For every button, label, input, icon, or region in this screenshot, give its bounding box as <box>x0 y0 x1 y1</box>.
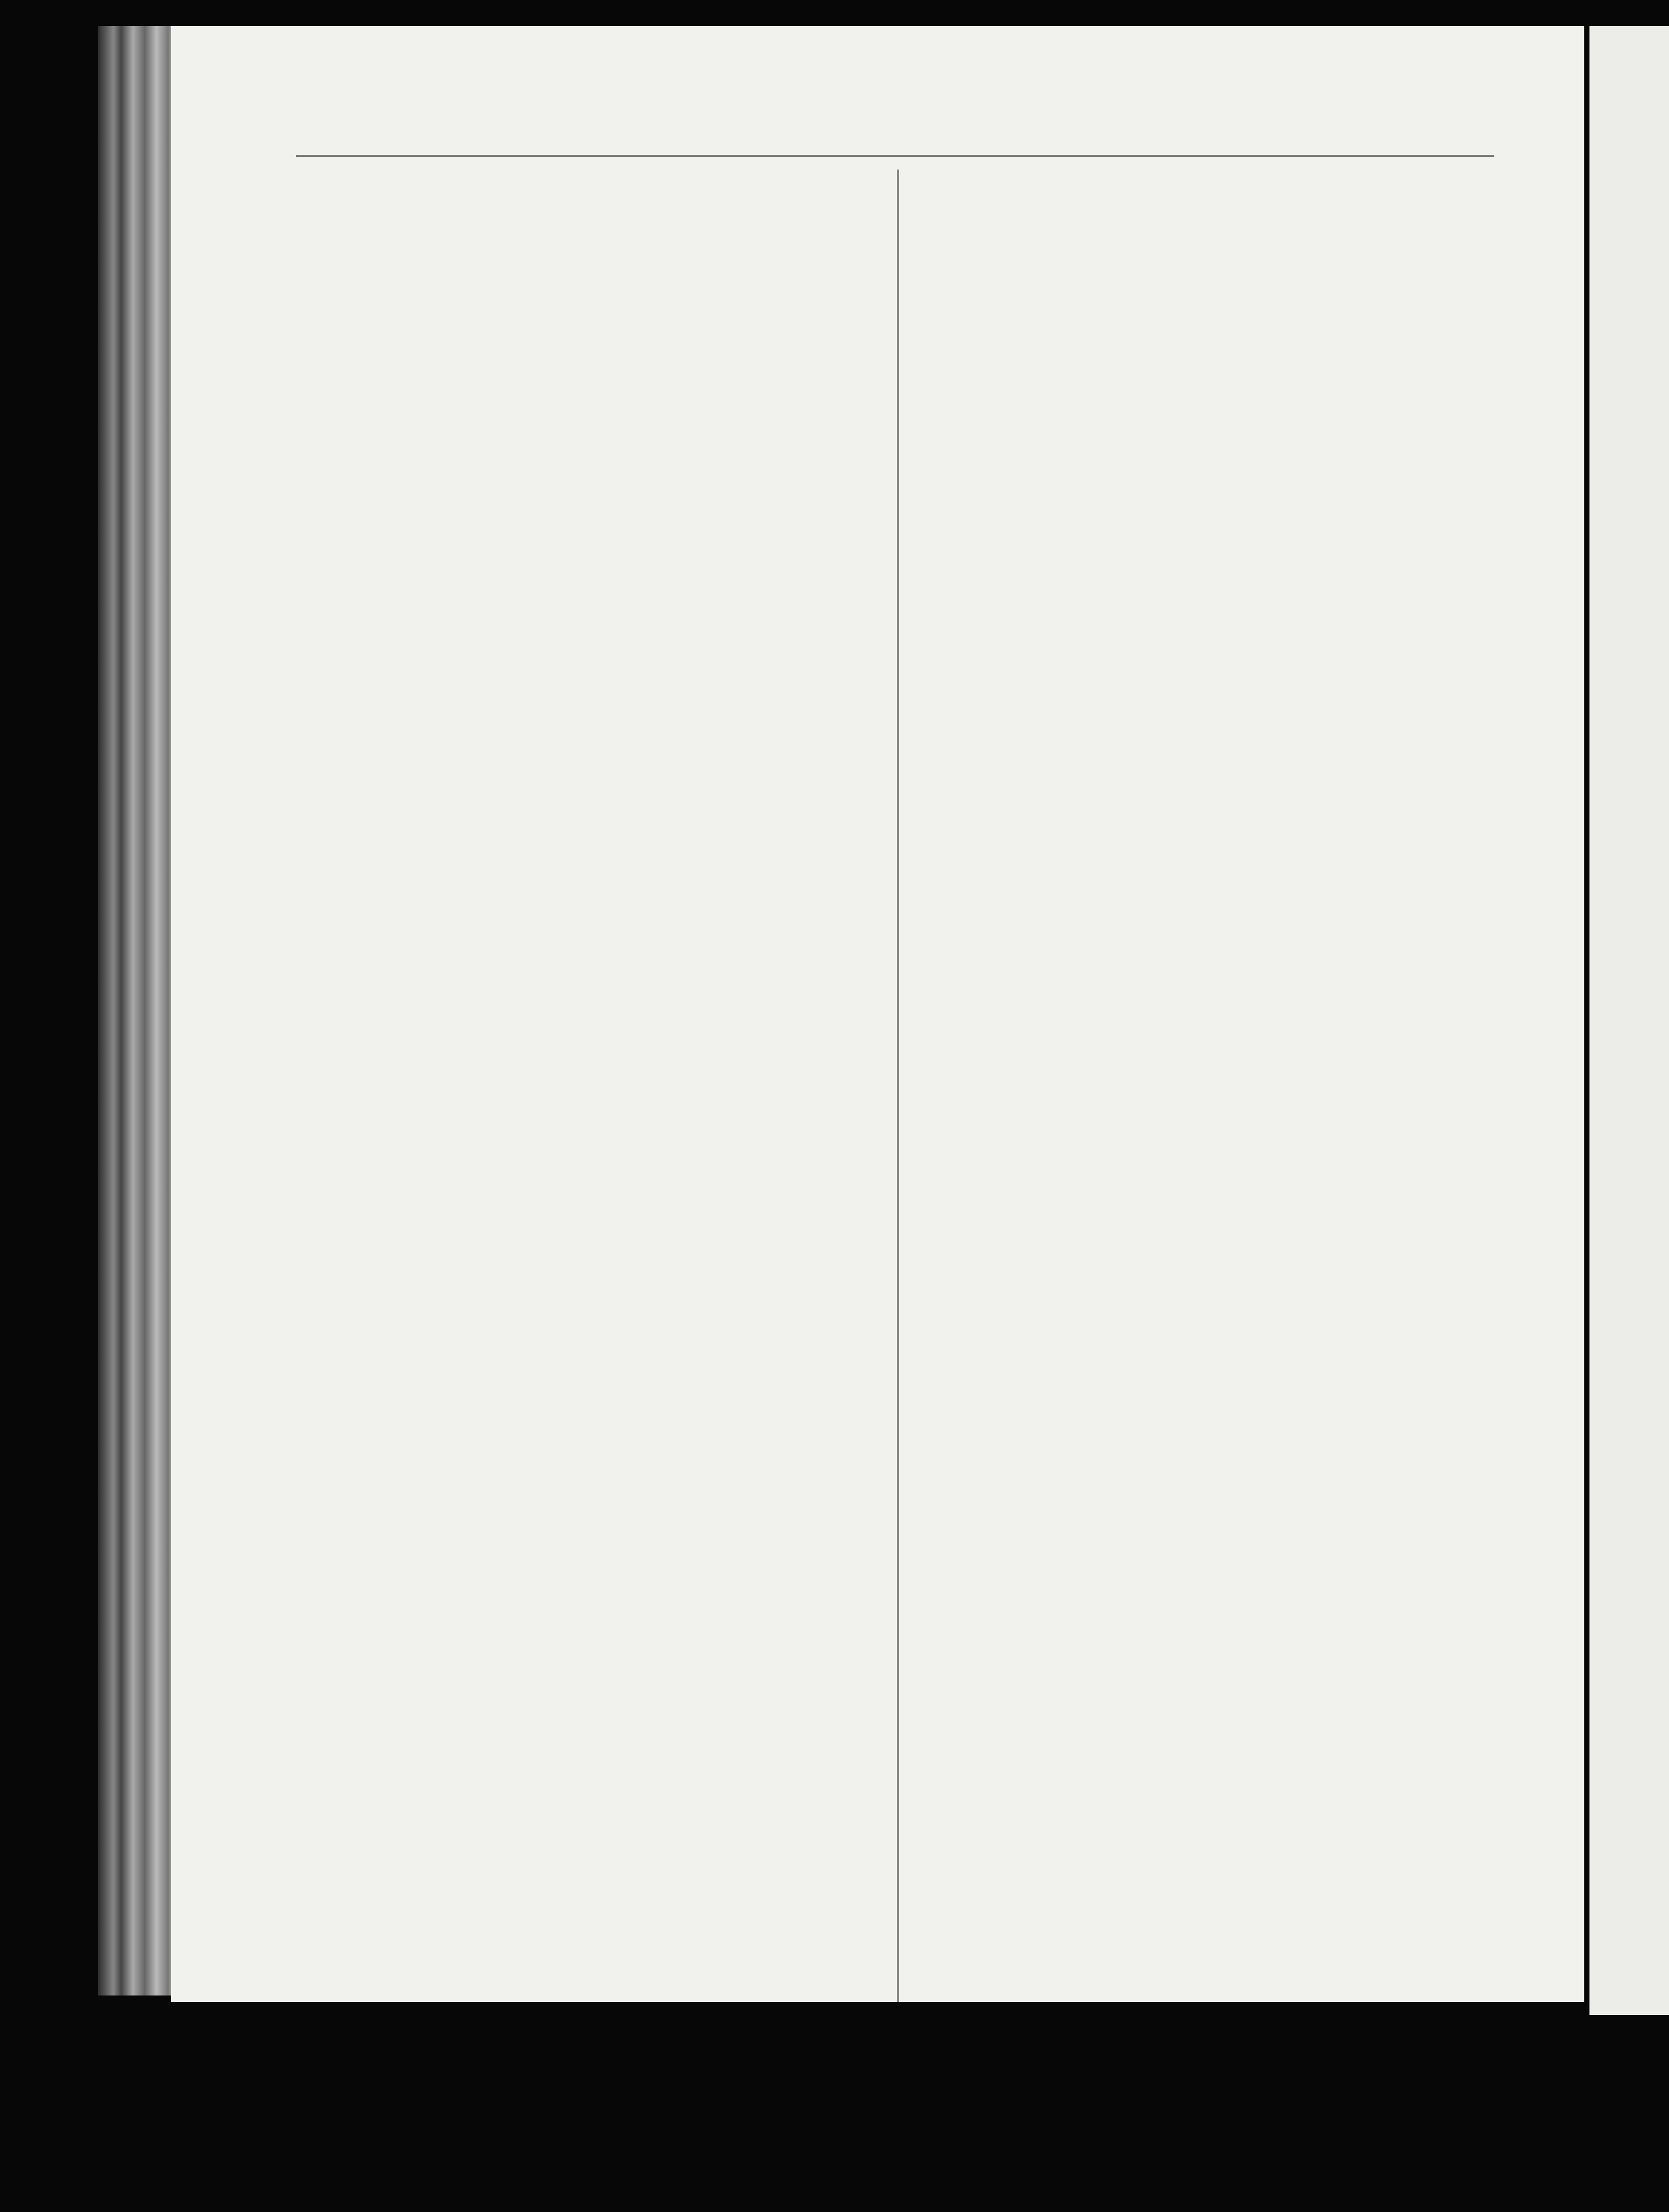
page-edges <box>98 26 176 1995</box>
header-rule <box>296 155 1494 157</box>
adjacent-page-edge <box>1589 26 1669 2015</box>
book-page <box>171 26 1584 2002</box>
column-divider <box>897 170 899 2002</box>
